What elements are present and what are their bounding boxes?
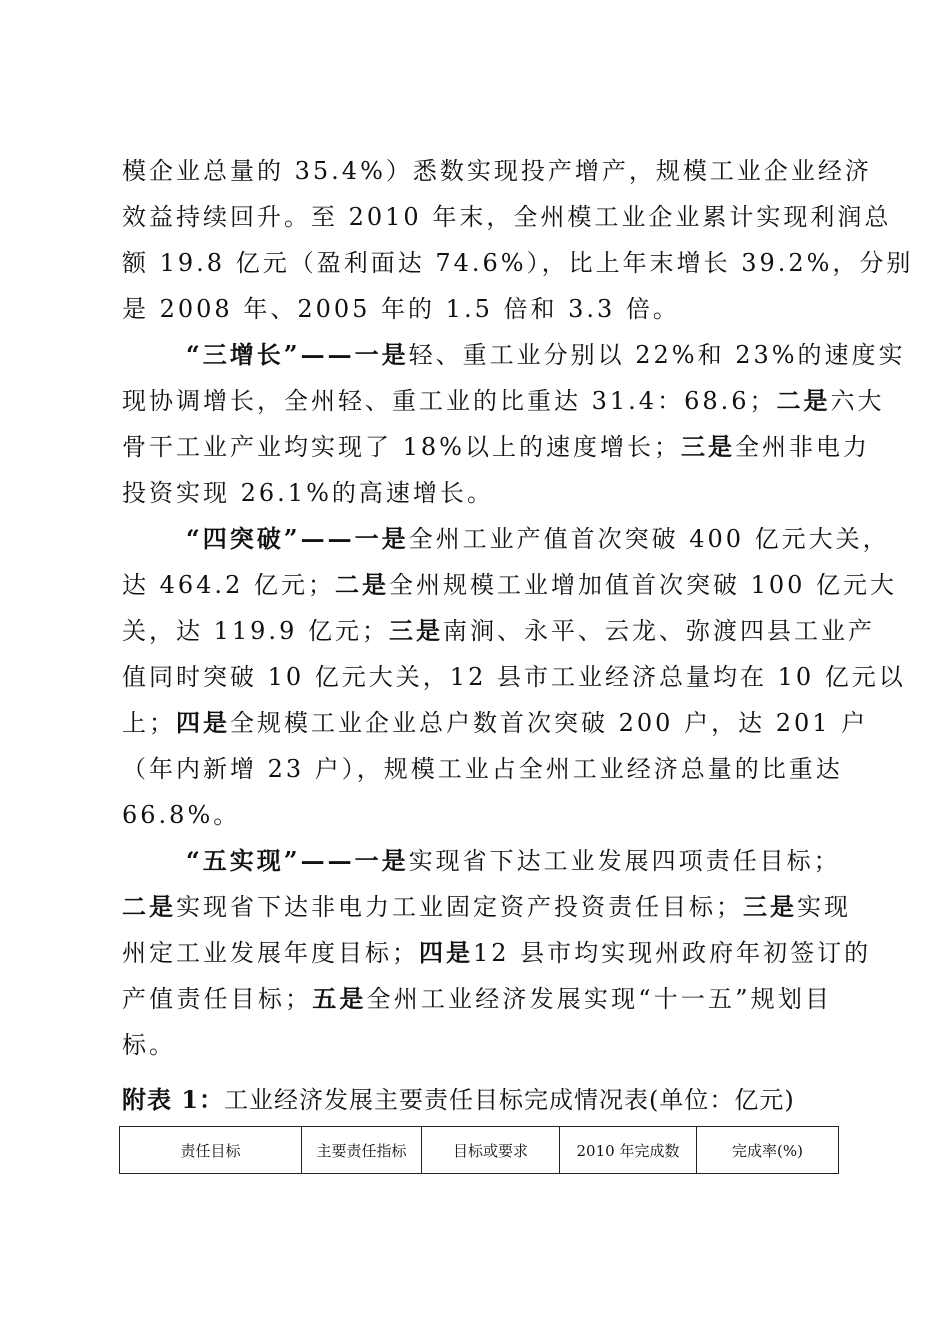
text-line <box>122 976 832 1022</box>
text-span: 全州工业经济发展实现“十一五”规划目 <box>366 985 832 1013</box>
text-line: 效益持续回升。至 2010 年末，全州模工业企业累计实现利润总 <box>122 203 892 231</box>
text-line <box>122 378 885 424</box>
table-caption <box>122 1080 795 1120</box>
bold-marker: 二是 <box>122 892 176 921</box>
bold-marker: 五是 <box>312 984 367 1013</box>
caption-label: 附表 1： <box>122 1085 225 1114</box>
text-span: 州定工业发展年度目标； <box>122 939 419 967</box>
text-span: 达 464.2 亿元； <box>122 571 335 599</box>
text-line <box>122 608 875 654</box>
text-span: 全规模工业企业总户数首次突破 200 户，达 201 户 <box>230 709 869 737</box>
bold-heading: “五实现”——一是 <box>186 846 409 875</box>
text-span: 实现 <box>797 893 851 921</box>
paragraph-four-breakthroughs <box>122 516 906 838</box>
bold-marker: 三是 <box>388 616 443 645</box>
text-line: 是 2008 年、2005 年的 1.5 倍和 3.3 倍。 <box>122 295 680 323</box>
text-span: 全州非电力 <box>734 433 870 461</box>
table-header-cell: 责任目标 <box>120 1127 302 1174</box>
text-span: 实现省下达工业发展四项责任目标； <box>408 847 841 875</box>
bold-marker: 二是 <box>776 386 831 415</box>
text-span: 实现省下达非电力工业固定资产投资责任目标； <box>176 893 743 921</box>
text-line: （年内新增 23 户），规模工业占全州工业经济总量的比重达 <box>122 755 843 783</box>
table-header-cell: 2010 年完成数 <box>560 1127 697 1174</box>
paragraph-continuation <box>122 148 914 332</box>
bold-marker: 三是 <box>680 432 735 461</box>
text-line: 投资实现 26.1%的高速增长。 <box>122 479 494 507</box>
table-header-cell: 完成率(%) <box>697 1127 839 1174</box>
bold-marker: 三是 <box>743 892 797 921</box>
text-span: 12 县市均实现州政府年初签订的 <box>473 939 872 967</box>
paragraph-three-growth <box>122 332 906 516</box>
document-body <box>122 148 914 1068</box>
text-line <box>122 424 870 470</box>
text-span: 骨干工业产业均实现了 18%以上的速度增长； <box>122 433 681 461</box>
text-line: 额 19.8 亿元（盈利面达 74.6%），比上年末增长 39.2%，分别 <box>122 249 914 277</box>
text-span: 六大 <box>830 387 885 415</box>
text-line: 标。 <box>122 1031 176 1059</box>
caption-text: 工业经济发展主要责任目标完成情况表(单位：亿元) <box>224 1086 795 1114</box>
text-span: 关，达 119.9 亿元； <box>122 617 389 645</box>
text-span: 全州规模工业增加值首次突破 100 亿元大 <box>388 571 898 599</box>
bold-heading: “三增长”——一是 <box>186 340 409 369</box>
paragraph-five-achievements <box>122 838 872 1068</box>
text-span: 产值责任目标； <box>122 985 313 1013</box>
text-line <box>122 884 851 930</box>
bold-marker: 四是 <box>176 708 230 737</box>
text-span: 现协调增长，全州轻、重工业的比重达 31.4：68.6； <box>122 387 777 415</box>
text-line <box>122 516 890 562</box>
text-line <box>122 562 898 608</box>
text-line: 值同时突破 10 亿元大关，12 县市工业经济总量均在 10 亿元以 <box>122 663 906 691</box>
table-header-row <box>120 1127 839 1174</box>
text-span: 南涧、永平、云龙、弥渡四县工业产 <box>442 617 875 645</box>
bold-marker: 二是 <box>334 570 389 599</box>
bold-heading: “四突破”——一是 <box>186 524 409 553</box>
target-completion-table <box>119 1126 839 1174</box>
text-line <box>122 700 869 746</box>
table-header-cell: 主要责任指标 <box>302 1127 422 1174</box>
text-line <box>122 332 906 378</box>
text-span: 上； <box>122 709 176 737</box>
text-line: 66.8%。 <box>122 801 241 829</box>
text-span: 全州工业产值首次突破 400 亿元大关， <box>408 525 890 553</box>
text-span: 轻、重工业分别以 22%和 23%的速度实 <box>408 341 906 369</box>
text-line: 模企业总量的 35.4%）悉数实现投产增产，规模工业企业经济 <box>122 157 872 185</box>
text-line <box>122 838 841 884</box>
table-header-cell: 目标或要求 <box>422 1127 560 1174</box>
bold-marker: 四是 <box>419 938 473 967</box>
text-line <box>122 930 872 976</box>
